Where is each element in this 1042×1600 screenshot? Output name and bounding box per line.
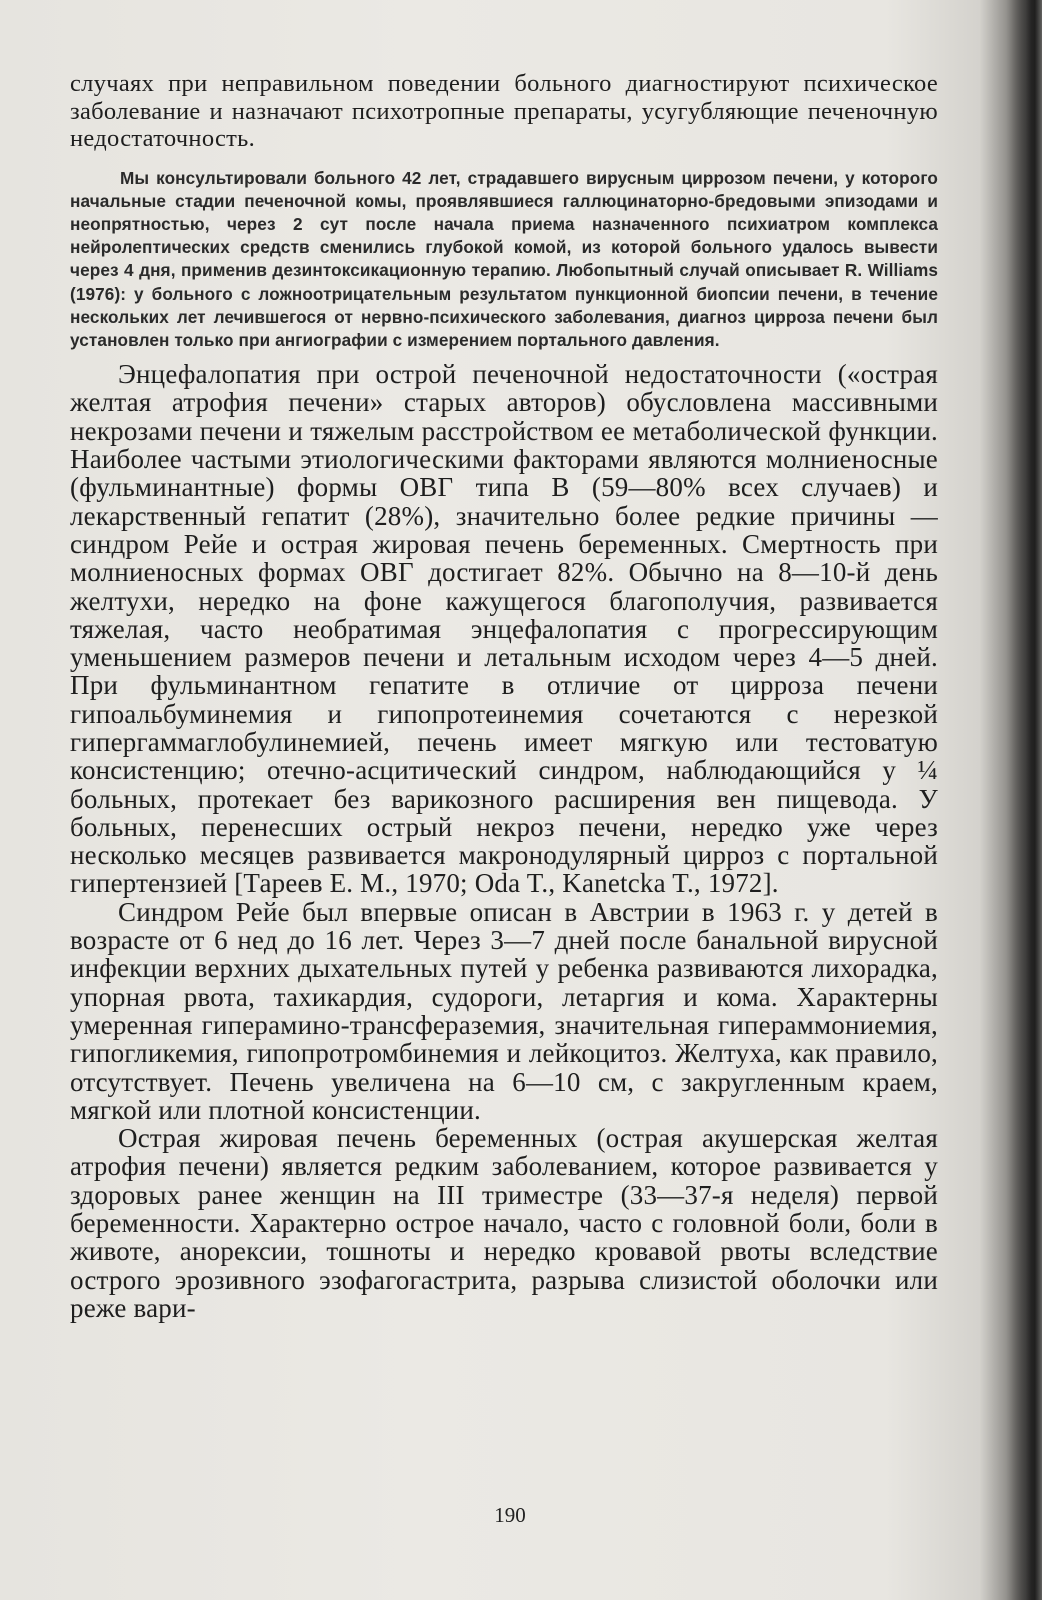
case-note-text: Мы консультировали больного 42 лет, страдавшего вирусным циррозом печени, у которого начальные стадии печеночной комы, проявлявшиеся галлюцинаторно-бредовыми эпизодами и неопрятностью, через 2 сут после начала приема назначенного психиатром комплекса нейролептических средств сменились глубокой комой, из которой больного удалось вывести через 4 дня, применив дезинтоксикационную терапию. Любопытный случай описывает R. Williams (1976): у больного с ложноотрицательным результатом пункционной биопсии печени, в течение нескольких лет лечившегося от нервно-психического заболевания, диагноз цирроза печени был установлен только при ангиографии с измерением портального давления. — [70, 167, 938, 350]
main-body — [70, 360, 938, 1322]
text-column — [70, 70, 938, 1322]
paragraph-acute-fatty-liver: Острая жировая печень беременных (острая акушерская желтая атрофия печени) является редким заболеванием, которое развивается у здоровых ранее женщин на III триместре (33—37-я неделя) первой беременности. Характерно острое начало, часто с головной боли, боли в животе, анорексии, тошноты и нередко кровавой рвоты вследствие острого эрозивного эзофагогастрита, разрыва слизистой оболочки или реже вари- — [70, 1123, 938, 1323]
paragraph-encephalopathy: Энцефалопатия при острой печеночной недостаточности («острая желтая атрофия печени» старых авторов) обусловлена массивными некрозами печени и тяжелым расстройством ее метаболической функции. Наиболее частыми этиологическими факторами являются молниеносные (фульминантные) формы ОВГ типа В (59—80% всех случаев) и лекарственный гепатит (28%), значительно более редкие причины — синдром Рейе и острая жировая печень беременных. Смертность при молниеносных формах ОВГ достигает 82%. Обычно на 8—10-й день желтухи, нередко на фоне кажущегося благополучия, развивается тяжелая, часто необратимая энцефалопатия с прогрессирующим уменьшением размеров печени и летальным исходом через 4—5 дней. При фульминантном гепатите в отличие от цирроза печени гипоальбуминемия и гипопротеинемия сочетаются с нерезкой гипергаммаглобулинемией, печень имеет мягкую или тестоватую консистенцию; отечно-асцитический синдром, наблюдающийся у ¼ больных, протекает без варикозного расширения вен пищевода. У больных, перенесших острый некроз печени, нередко уже через несколько месяцев развивается макронодулярный цирроз с портальной гипертензией [Тареев Е. М., 1970; Oda T., Kanetcka T., 1972]. — [70, 359, 938, 899]
intro-paragraph-container — [70, 70, 938, 153]
case-note — [70, 167, 938, 353]
paragraph-reye-syndrome: Синдром Рейе был впервые описан в Австрии в 1963 г. у детей в возрасте от 6 нед до 16 лет. Через 3—7 дней после банальной вирусной инфекции верхних дыхательных путей у ребенка развиваются лихорадка, упорная рвота, тахикардия, судороги, летаргия и кома. Характерны умеренная гиперамино-трансферазeмия, значительная гипераммониемия, гипогликемия, гипопротромбинемия и лейкоцитоз. Желтуха, как правило, отсутствует. Печень увеличена на 6—10 см, с закругленным краем, мягкой или плотной консистенции. — [70, 896, 938, 1125]
intro-paragraph: случаях при неправильном поведении больного диагностируют психическое заболевание и назначают психотропные препараты, усугубляющие печеночную недостаточность. — [70, 70, 938, 152]
page-number: 190 — [494, 1503, 526, 1527]
binding-shadow — [1006, 0, 1042, 1600]
